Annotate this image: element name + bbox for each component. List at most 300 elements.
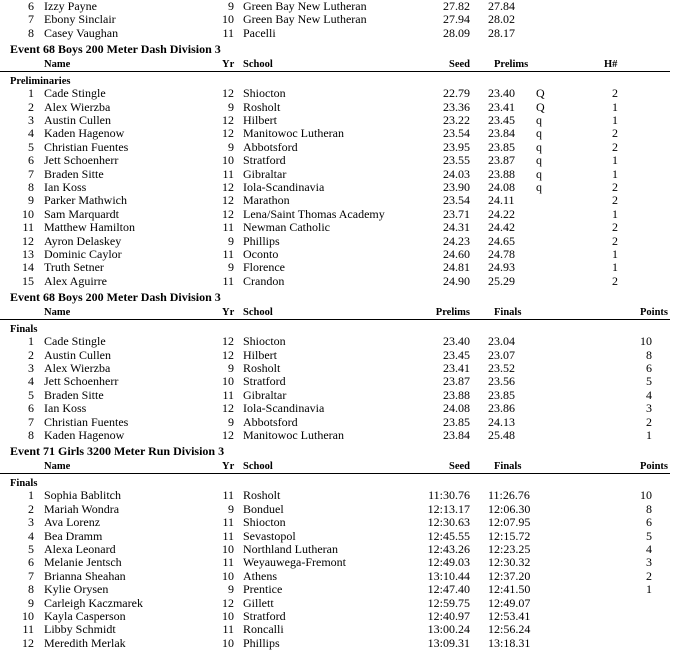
place-cell: 9 <box>28 595 34 610</box>
points-cell: 5 <box>646 374 652 389</box>
athlete-name: Braden Sitte <box>44 387 104 402</box>
col-header-year: Yr <box>222 461 235 473</box>
points-cell: 10 <box>640 334 652 349</box>
qualifier-mark: q <box>536 166 542 181</box>
athlete-name: Izzy Payne <box>44 0 97 13</box>
year-cell: 11 <box>222 622 234 637</box>
qualifier-mark: q <box>536 139 542 154</box>
athlete-name: Austin Cullen <box>44 347 112 362</box>
heat-number: 2 <box>612 126 618 141</box>
table-row <box>0 543 675 556</box>
seed-or-prelim-time: 23.22 <box>443 113 470 127</box>
seed-or-prelim-time: 12:13.17 <box>427 501 470 516</box>
seed-or-prelim-time: 23.55 <box>443 153 470 168</box>
year-cell: 11 <box>222 488 234 503</box>
points-cell: 2 <box>646 414 652 429</box>
result-time: 24.08 <box>488 180 515 194</box>
year-cell: 12 <box>222 334 234 349</box>
table-row <box>0 208 675 221</box>
header-rule <box>0 473 670 474</box>
year-cell: 11 <box>222 555 234 570</box>
seed-or-prelim-time: 24.60 <box>443 247 470 261</box>
col-header-name: Name <box>44 461 71 473</box>
school-cell: Northland Lutheran <box>243 542 338 556</box>
seed-or-prelim-time: 12:49.03 <box>427 555 470 570</box>
athlete-name: Casey Vaughan <box>44 25 119 40</box>
table-row <box>0 261 675 274</box>
place-cell: 2 <box>28 347 34 362</box>
school-cell: Iola-Scandinavia <box>243 401 325 416</box>
year-cell: 9 <box>228 0 234 13</box>
table-row <box>0 503 675 516</box>
table-row <box>0 583 675 596</box>
heat-number: 1 <box>612 153 618 168</box>
year-cell: 11 <box>222 528 234 543</box>
seed-or-prelim-time: 11:30.76 <box>428 488 470 503</box>
place-cell: 3 <box>28 361 34 375</box>
col-header-col1: Seed <box>449 59 470 71</box>
year-cell: 9 <box>228 414 234 429</box>
table-row <box>0 168 675 181</box>
table-row <box>0 375 675 388</box>
athlete-name: Alex Wierzba <box>44 99 111 114</box>
heat-number: 2 <box>612 86 618 101</box>
place-cell: 5 <box>28 542 34 556</box>
col-header-name: Name <box>44 307 71 319</box>
year-cell: 10 <box>222 542 234 556</box>
athlete-name: Kaden Hagenow <box>44 428 125 442</box>
col-header-col2: Finals <box>494 461 522 473</box>
table-row <box>0 181 675 194</box>
year-cell: 9 <box>228 582 234 597</box>
place-cell: 3 <box>28 515 34 530</box>
athlete-name: Christian Fuentes <box>44 414 129 429</box>
result-time: 12:41.50 <box>488 582 531 597</box>
athlete-name: Braden Sitte <box>44 166 104 181</box>
place-cell: 11 <box>22 220 34 235</box>
heat-number: 2 <box>612 233 618 248</box>
school-cell: Lena/Saint Thomas Academy <box>243 206 385 221</box>
points-cell: 2 <box>646 568 652 583</box>
place-cell: 15 <box>22 273 34 288</box>
table-row <box>0 114 675 127</box>
heat-number: 1 <box>612 206 618 221</box>
event-title: Event 71 Girls 3200 Meter Run Division 3 <box>10 444 225 459</box>
school-cell: Rosholt <box>243 488 281 503</box>
col-header-col2: Prelims <box>494 59 529 71</box>
table-row <box>0 556 675 569</box>
result-time: 25.48 <box>488 428 515 442</box>
table-row <box>0 610 675 623</box>
athlete-name: Alex Aguirre <box>44 273 107 288</box>
heat-number: 2 <box>612 180 618 194</box>
seed-or-prelim-time: 28.09 <box>443 25 470 40</box>
result-time: 23.52 <box>488 361 515 375</box>
year-cell: 10 <box>222 374 234 389</box>
school-cell: Sevastopol <box>243 528 296 543</box>
school-cell: Green Bay New Lutheran <box>243 0 367 13</box>
result-time: 23.87 <box>488 153 515 168</box>
year-cell: 11 <box>222 387 234 402</box>
table-row <box>0 623 675 636</box>
place-cell: 12 <box>22 635 34 650</box>
table-row <box>0 335 675 348</box>
result-time: 27.84 <box>488 0 515 13</box>
year-cell: 9 <box>228 260 234 275</box>
seed-or-prelim-time: 23.85 <box>443 414 470 429</box>
school-cell: Manitowoc Lutheran <box>243 428 344 442</box>
year-cell: 12 <box>222 193 234 208</box>
place-cell: 1 <box>28 334 34 349</box>
place-cell: 6 <box>28 401 34 416</box>
school-cell: Shiocton <box>243 515 286 530</box>
school-cell: Oconto <box>243 247 279 261</box>
year-cell: 11 <box>222 166 234 181</box>
school-cell: Pacelli <box>243 25 276 40</box>
round-label: Finals <box>10 324 38 336</box>
col-header-heat: H# <box>604 59 618 71</box>
seed-or-prelim-time: 24.81 <box>443 260 470 275</box>
place-cell: 7 <box>28 568 34 583</box>
year-cell: 9 <box>228 233 234 248</box>
year-cell: 12 <box>222 347 234 362</box>
year-cell: 12 <box>222 428 234 442</box>
school-cell: Gillett <box>243 595 274 610</box>
heat-number: 2 <box>612 273 618 288</box>
place-cell: 5 <box>28 387 34 402</box>
athlete-name: Ava Lorenz <box>44 515 101 530</box>
table-row <box>0 530 675 543</box>
result-time: 12:23.25 <box>488 542 531 556</box>
points-cell: 4 <box>646 387 652 402</box>
result-time: 23.45 <box>488 113 515 127</box>
table-row <box>0 416 675 429</box>
school-cell: Abbotsford <box>243 414 298 429</box>
place-cell: 13 <box>22 247 34 261</box>
col-header-year: Yr <box>222 307 235 319</box>
points-cell: 1 <box>646 582 652 597</box>
result-time: 28.17 <box>488 25 515 40</box>
points-cell: 6 <box>646 361 652 375</box>
result-time: 12:49.07 <box>488 595 531 610</box>
seed-or-prelim-time: 12:40.97 <box>427 609 470 623</box>
table-row <box>0 489 675 502</box>
school-cell: Athens <box>243 568 277 583</box>
seed-or-prelim-time: 12:45.55 <box>427 528 470 543</box>
seed-or-prelim-time: 23.54 <box>443 193 470 208</box>
athlete-name: Bea Dramm <box>44 528 103 543</box>
year-cell: 11 <box>222 220 234 235</box>
athlete-name: Dominic Caylor <box>44 247 122 261</box>
athlete-name: Sophia Bablitch <box>44 488 121 503</box>
table-row <box>0 248 675 261</box>
place-cell: 8 <box>28 180 34 194</box>
school-cell: Hilbert <box>243 347 277 362</box>
athlete-name: Kaden Hagenow <box>44 126 125 141</box>
table-row <box>0 275 675 288</box>
year-cell: 10 <box>222 635 234 650</box>
seed-or-prelim-time: 23.84 <box>443 428 470 442</box>
heat-number: 2 <box>612 220 618 235</box>
school-cell: Marathon <box>243 193 290 208</box>
seed-or-prelim-time: 23.90 <box>443 180 470 194</box>
table-row <box>0 27 675 40</box>
athlete-name: Jett Schoenherr <box>44 374 119 389</box>
result-time: 24.13 <box>488 414 515 429</box>
heat-number: 1 <box>612 166 618 181</box>
points-cell: 10 <box>640 488 652 503</box>
athlete-name: Brianna Sheahan <box>44 568 126 583</box>
result-time: 12:06.30 <box>488 501 531 516</box>
school-cell: Crandon <box>243 273 285 288</box>
year-cell: 9 <box>228 501 234 516</box>
school-cell: Bonduel <box>243 501 284 516</box>
result-time: 25.29 <box>488 273 515 288</box>
table-row <box>0 101 675 114</box>
table-row <box>0 516 675 529</box>
place-cell: 4 <box>28 126 34 141</box>
seed-or-prelim-time: 23.88 <box>443 387 470 402</box>
result-time: 12:53.41 <box>488 609 531 623</box>
place-cell: 7 <box>28 166 34 181</box>
col-header-year: Yr <box>222 59 235 71</box>
school-cell: Hilbert <box>243 113 277 127</box>
athlete-name: Carleigh Kaczmarek <box>44 595 143 610</box>
qualifier-mark: q <box>536 180 542 194</box>
athlete-name: Parker Mathwich <box>44 193 127 208</box>
seed-or-prelim-time: 24.31 <box>443 220 470 235</box>
school-cell: Prentice <box>243 582 283 597</box>
athlete-name: Jett Schoenherr <box>44 153 119 168</box>
seed-or-prelim-time: 23.71 <box>443 206 470 221</box>
school-cell: Manitowoc Lutheran <box>243 126 344 141</box>
place-cell: 8 <box>28 25 34 40</box>
school-cell: Rosholt <box>243 99 281 114</box>
seed-or-prelim-time: 12:47.40 <box>427 582 470 597</box>
athlete-name: Ian Koss <box>44 401 87 416</box>
athlete-name: Austin Cullen <box>44 113 112 127</box>
athlete-name: Truth Setner <box>44 260 104 275</box>
heat-number: 1 <box>612 247 618 261</box>
table-row <box>0 13 675 26</box>
qualifier-mark: Q <box>536 99 545 114</box>
place-cell: 1 <box>28 86 34 101</box>
points-cell: 5 <box>646 528 652 543</box>
school-cell: Newman Catholic <box>243 220 330 235</box>
seed-or-prelim-time: 13:10.44 <box>427 568 470 583</box>
seed-or-prelim-time: 22.79 <box>443 86 470 101</box>
athlete-name: Alex Wierzba <box>44 361 111 375</box>
seed-or-prelim-time: 24.03 <box>443 166 470 181</box>
athlete-name: Mariah Wondra <box>44 501 120 516</box>
seed-or-prelim-time: 23.36 <box>443 99 470 114</box>
school-cell: Iola-Scandinavia <box>243 180 325 194</box>
seed-or-prelim-time: 13:09.31 <box>427 635 470 650</box>
school-cell: Gibraltar <box>243 387 287 402</box>
athlete-name: Kylie Orysen <box>44 582 109 597</box>
place-cell: 2 <box>28 99 34 114</box>
place-cell: 9 <box>28 193 34 208</box>
year-cell: 12 <box>222 126 234 141</box>
school-cell: Roncalli <box>243 622 284 637</box>
seed-or-prelim-time: 23.87 <box>443 374 470 389</box>
result-time: 23.04 <box>488 334 515 349</box>
result-time: 23.85 <box>488 387 515 402</box>
school-cell: Phillips <box>243 233 280 248</box>
qualifier-mark: q <box>536 153 542 168</box>
points-cell: 6 <box>646 515 652 530</box>
school-cell: Florence <box>243 260 285 275</box>
col-header-name: Name <box>44 59 71 71</box>
col-header-school: School <box>243 461 273 473</box>
result-time: 24.22 <box>488 206 515 221</box>
seed-or-prelim-time: 24.23 <box>443 233 470 248</box>
place-cell: 3 <box>28 113 34 127</box>
seed-or-prelim-time: 24.08 <box>443 401 470 416</box>
school-cell: Abbotsford <box>243 139 298 154</box>
table-row <box>0 349 675 362</box>
athlete-name: Matthew Hamilton <box>44 220 135 235</box>
result-time: 23.86 <box>488 401 515 416</box>
event-title: Event 68 Boys 200 Meter Dash Division 3 <box>10 42 221 57</box>
qualifier-mark: Q <box>536 86 545 101</box>
table-row <box>0 141 675 154</box>
header-rule <box>0 71 670 72</box>
year-cell: 12 <box>222 113 234 127</box>
heat-number: 2 <box>612 139 618 154</box>
year-cell: 12 <box>222 401 234 416</box>
points-cell: 3 <box>646 555 652 570</box>
place-cell: 7 <box>28 414 34 429</box>
seed-or-prelim-time: 27.82 <box>443 0 470 13</box>
result-time: 23.84 <box>488 126 515 141</box>
heat-number: 1 <box>612 260 618 275</box>
place-cell: 6 <box>28 0 34 13</box>
result-time: 23.41 <box>488 99 515 114</box>
athlete-name: Melanie Jentsch <box>44 555 122 570</box>
col-header-school: School <box>243 59 273 71</box>
table-row <box>0 221 675 234</box>
place-cell: 4 <box>28 528 34 543</box>
year-cell: 9 <box>228 361 234 375</box>
place-cell: 8 <box>28 582 34 597</box>
school-cell: Stratford <box>243 153 286 168</box>
result-time: 24.93 <box>488 260 515 275</box>
seed-or-prelim-time: 23.40 <box>443 334 470 349</box>
year-cell: 12 <box>222 86 234 101</box>
year-cell: 10 <box>222 153 234 168</box>
qualifier-mark: q <box>536 126 542 141</box>
round-label: Finals <box>10 478 38 490</box>
result-time: 24.78 <box>488 247 515 261</box>
school-cell: Shiocton <box>243 334 286 349</box>
athlete-name: Cade Stingle <box>44 334 106 349</box>
col-header-col2: Finals <box>494 307 522 319</box>
result-time: 23.56 <box>488 374 515 389</box>
year-cell: 12 <box>222 180 234 194</box>
table-row <box>0 235 675 248</box>
result-time: 12:30.32 <box>488 555 531 570</box>
table-row <box>0 597 675 610</box>
seed-or-prelim-time: 12:43.26 <box>427 542 470 556</box>
year-cell: 10 <box>222 609 234 623</box>
school-cell: Shiocton <box>243 86 286 101</box>
result-time: 23.07 <box>488 347 515 362</box>
athlete-name: Ayron Delaskey <box>44 233 122 248</box>
athlete-name: Ebony Sinclair <box>44 12 116 27</box>
school-cell: Phillips <box>243 635 280 650</box>
heat-number: 1 <box>612 113 618 127</box>
table-row <box>0 570 675 583</box>
place-cell: 2 <box>28 501 34 516</box>
qualifier-mark: q <box>536 113 542 127</box>
points-cell: 1 <box>646 428 652 442</box>
year-cell: 12 <box>222 206 234 221</box>
col-header-col1: Prelims <box>435 307 470 319</box>
year-cell: 10 <box>222 12 234 27</box>
year-cell: 9 <box>228 139 234 154</box>
table-row <box>0 0 675 13</box>
place-cell: 5 <box>28 139 34 154</box>
seed-or-prelim-time: 23.95 <box>443 139 470 154</box>
result-time: 12:15.72 <box>488 528 531 543</box>
seed-or-prelim-time: 13:00.24 <box>427 622 470 637</box>
table-row <box>0 154 675 167</box>
athlete-name: Meredith Merlak <box>44 635 126 650</box>
seed-or-prelim-time: 23.45 <box>443 347 470 362</box>
result-time: 28.02 <box>488 12 515 27</box>
seed-or-prelim-time: 12:30.63 <box>427 515 470 530</box>
table-row <box>0 389 675 402</box>
seed-or-prelim-time: 23.41 <box>443 361 470 375</box>
points-cell: 8 <box>646 501 652 516</box>
result-time: 13:18.31 <box>488 635 531 650</box>
result-time: 24.42 <box>488 220 515 235</box>
place-cell: 10 <box>22 609 34 623</box>
seed-or-prelim-time: 27.94 <box>443 12 470 27</box>
place-cell: 10 <box>22 206 34 221</box>
table-row <box>0 127 675 140</box>
seed-or-prelim-time: 24.90 <box>443 273 470 288</box>
athlete-name: Kayla Casperson <box>44 609 126 623</box>
result-time: 11:26.76 <box>488 488 530 503</box>
athlete-name: Alexa Leonard <box>44 542 116 556</box>
seed-or-prelim-time: 23.54 <box>443 126 470 141</box>
result-time: 24.11 <box>488 193 515 208</box>
year-cell: 11 <box>222 273 234 288</box>
heat-number: 1 <box>612 99 618 114</box>
event-title: Event 68 Boys 200 Meter Dash Division 3 <box>10 290 221 305</box>
place-cell: 8 <box>28 428 34 442</box>
place-cell: 12 <box>22 233 34 248</box>
year-cell: 10 <box>222 568 234 583</box>
athlete-name: Ian Koss <box>44 180 87 194</box>
place-cell: 1 <box>28 488 34 503</box>
table-row <box>0 194 675 207</box>
school-cell: Weyauwega-Fremont <box>243 555 346 570</box>
table-row <box>0 429 675 442</box>
table-row <box>0 402 675 415</box>
header-rule <box>0 319 670 320</box>
school-cell: Gibraltar <box>243 166 287 181</box>
table-row <box>0 87 675 100</box>
athlete-name: Cade Stingle <box>44 86 106 101</box>
result-time: 24.65 <box>488 233 515 248</box>
place-cell: 6 <box>28 555 34 570</box>
year-cell: 11 <box>222 25 234 40</box>
athlete-name: Libby Schmidt <box>44 622 116 637</box>
points-cell: 4 <box>646 542 652 556</box>
